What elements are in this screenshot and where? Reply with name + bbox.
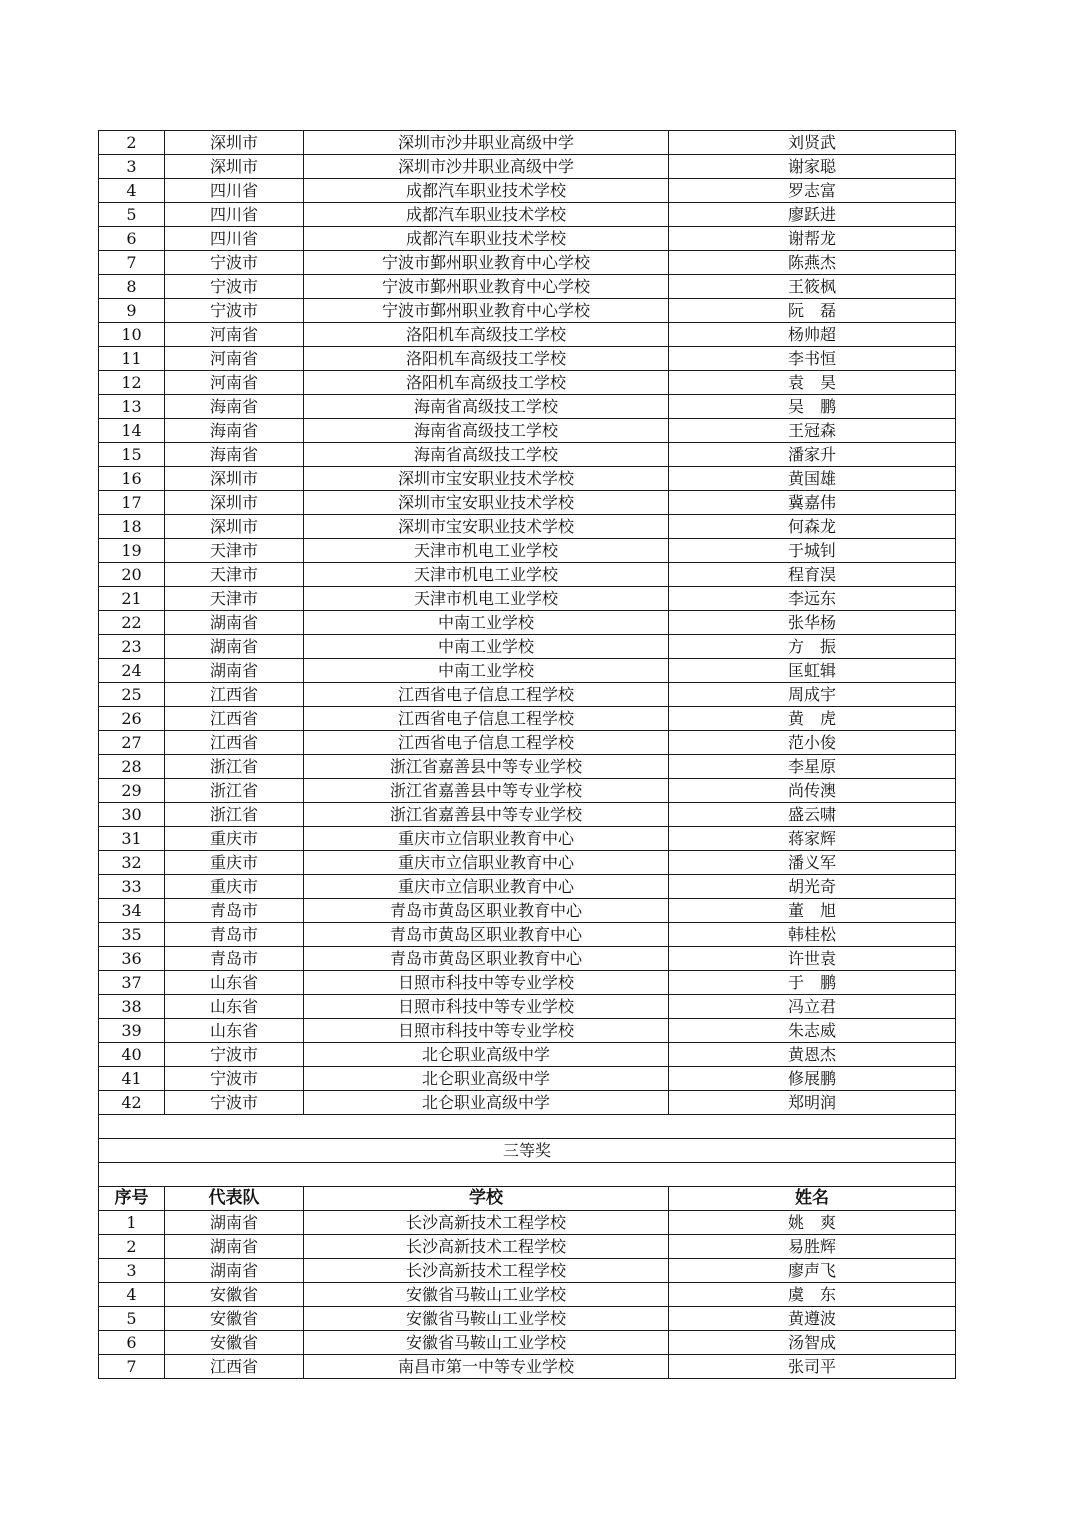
cell-no: 30 <box>99 803 165 827</box>
cell-team: 深圳市 <box>165 515 304 539</box>
table-row <box>99 659 956 683</box>
cell-team: 湖南省 <box>165 659 304 683</box>
cell-school: 江西省电子信息工程学校 <box>304 683 669 707</box>
cell-team: 湖南省 <box>165 1259 304 1283</box>
cell-school: 宁波市鄞州职业教育中心学校 <box>304 299 669 323</box>
cell-no: 39 <box>99 1019 165 1043</box>
cell-no: 14 <box>99 419 165 443</box>
cell-name: 易胜辉 <box>669 1235 956 1259</box>
cell-no: 11 <box>99 347 165 371</box>
cell-team: 宁波市 <box>165 251 304 275</box>
cell-name: 张司平 <box>669 1355 956 1379</box>
cell-name: 尚传澳 <box>669 779 956 803</box>
cell-name: 冯立君 <box>669 995 956 1019</box>
table-row <box>99 827 956 851</box>
cell-name: 谢帮龙 <box>669 227 956 251</box>
cell-team: 深圳市 <box>165 491 304 515</box>
cell-team: 四川省 <box>165 227 304 251</box>
cell-team: 深圳市 <box>165 155 304 179</box>
cell-school: 浙江省嘉善县中等专业学校 <box>304 803 669 827</box>
cell-school: 长沙高新技术工程学校 <box>304 1235 669 1259</box>
table-row <box>99 1307 956 1331</box>
table-row <box>99 419 956 443</box>
cell-no: 38 <box>99 995 165 1019</box>
cell-no: 8 <box>99 275 165 299</box>
table-row <box>99 1355 956 1379</box>
cell-team: 山东省 <box>165 995 304 1019</box>
cell-no: 31 <box>99 827 165 851</box>
cell-no: 15 <box>99 443 165 467</box>
cell-team: 浙江省 <box>165 779 304 803</box>
cell-school: 中南工业学校 <box>304 635 669 659</box>
cell-name: 韩桂松 <box>669 923 956 947</box>
cell-school: 日照市科技中等专业学校 <box>304 971 669 995</box>
cell-school: 天津市机电工业学校 <box>304 587 669 611</box>
table-row <box>99 1259 956 1283</box>
table-row <box>99 203 956 227</box>
cell-team: 江西省 <box>165 683 304 707</box>
cell-team: 重庆市 <box>165 851 304 875</box>
table-row <box>99 1091 956 1115</box>
cell-no: 19 <box>99 539 165 563</box>
cell-no: 7 <box>99 251 165 275</box>
cell-team: 重庆市 <box>165 827 304 851</box>
cell-team: 浙江省 <box>165 755 304 779</box>
cell-school: 北仑职业高级中学 <box>304 1091 669 1115</box>
cell-no: 3 <box>99 155 165 179</box>
table-row <box>99 323 956 347</box>
second-prize-rows <box>99 131 956 1115</box>
cell-no: 37 <box>99 971 165 995</box>
table-row <box>99 443 956 467</box>
table-row <box>99 779 956 803</box>
header-school: 学校 <box>304 1187 669 1211</box>
cell-no: 42 <box>99 1091 165 1115</box>
cell-team: 天津市 <box>165 539 304 563</box>
cell-no: 1 <box>99 1211 165 1235</box>
cell-school: 安徽省马鞍山工业学校 <box>304 1331 669 1355</box>
cell-team: 天津市 <box>165 587 304 611</box>
cell-name: 吴 鹏 <box>669 395 956 419</box>
table-row <box>99 539 956 563</box>
cell-no: 22 <box>99 611 165 635</box>
table-row <box>99 851 956 875</box>
table-row <box>99 683 956 707</box>
cell-name: 潘家升 <box>669 443 956 467</box>
cell-school: 重庆市立信职业教育中心 <box>304 827 669 851</box>
cell-name: 阮 磊 <box>669 299 956 323</box>
cell-school: 天津市机电工业学校 <box>304 539 669 563</box>
cell-no: 36 <box>99 947 165 971</box>
cell-school: 洛阳机车高级技工学校 <box>304 323 669 347</box>
cell-school: 日照市科技中等专业学校 <box>304 1019 669 1043</box>
cell-no: 33 <box>99 875 165 899</box>
table-row <box>99 227 956 251</box>
table-row <box>99 995 956 1019</box>
cell-team: 海南省 <box>165 419 304 443</box>
table-row <box>99 299 956 323</box>
cell-no: 16 <box>99 467 165 491</box>
table-row <box>99 707 956 731</box>
cell-school: 南昌市第一中等专业学校 <box>304 1355 669 1379</box>
cell-team: 河南省 <box>165 347 304 371</box>
cell-school: 深圳市沙井职业高级中学 <box>304 131 669 155</box>
cell-name: 罗志富 <box>669 179 956 203</box>
cell-team: 重庆市 <box>165 875 304 899</box>
cell-school: 江西省电子信息工程学校 <box>304 707 669 731</box>
cell-team: 安徽省 <box>165 1307 304 1331</box>
cell-team: 宁波市 <box>165 1043 304 1067</box>
cell-no: 29 <box>99 779 165 803</box>
cell-school: 中南工业学校 <box>304 611 669 635</box>
cell-school: 成都汽车职业技术学校 <box>304 227 669 251</box>
header-no: 序号 <box>99 1187 165 1211</box>
cell-name: 修展鹏 <box>669 1067 956 1091</box>
cell-name: 袁 昊 <box>669 371 956 395</box>
cell-school: 宁波市鄞州职业教育中心学校 <box>304 275 669 299</box>
table-row <box>99 347 956 371</box>
table-row <box>99 1019 956 1043</box>
table-row <box>99 395 956 419</box>
cell-no: 24 <box>99 659 165 683</box>
cell-school: 青岛市黄岛区职业教育中心 <box>304 947 669 971</box>
cell-name: 冀嘉伟 <box>669 491 956 515</box>
cell-name: 王冠森 <box>669 419 956 443</box>
cell-team: 河南省 <box>165 371 304 395</box>
cell-no: 2 <box>99 131 165 155</box>
cell-school: 深圳市宝安职业技术学校 <box>304 467 669 491</box>
cell-no: 3 <box>99 1259 165 1283</box>
cell-team: 深圳市 <box>165 131 304 155</box>
cell-team: 江西省 <box>165 707 304 731</box>
cell-no: 28 <box>99 755 165 779</box>
cell-school: 日照市科技中等专业学校 <box>304 995 669 1019</box>
cell-no: 35 <box>99 923 165 947</box>
cell-no: 6 <box>99 1331 165 1355</box>
cell-school: 洛阳机车高级技工学校 <box>304 347 669 371</box>
cell-team: 安徽省 <box>165 1283 304 1307</box>
cell-no: 17 <box>99 491 165 515</box>
cell-team: 湖南省 <box>165 611 304 635</box>
cell-team: 宁波市 <box>165 299 304 323</box>
cell-school: 浙江省嘉善县中等专业学校 <box>304 779 669 803</box>
cell-school: 海南省高级技工学校 <box>304 443 669 467</box>
cell-name: 姚 爽 <box>669 1211 956 1235</box>
cell-school: 深圳市宝安职业技术学校 <box>304 515 669 539</box>
cell-no: 4 <box>99 179 165 203</box>
cell-name: 盛云啸 <box>669 803 956 827</box>
cell-team: 深圳市 <box>165 467 304 491</box>
cell-name: 何森龙 <box>669 515 956 539</box>
table-row <box>99 947 956 971</box>
cell-team: 青岛市 <box>165 899 304 923</box>
cell-school: 重庆市立信职业教育中心 <box>304 851 669 875</box>
table-row <box>99 131 956 155</box>
cell-name: 黄恩杰 <box>669 1043 956 1067</box>
cell-no: 13 <box>99 395 165 419</box>
table-row <box>99 467 956 491</box>
cell-team: 四川省 <box>165 203 304 227</box>
cell-name: 陈燕杰 <box>669 251 956 275</box>
table-row <box>99 635 956 659</box>
cell-name: 蒋家辉 <box>669 827 956 851</box>
cell-name: 谢家聪 <box>669 155 956 179</box>
cell-school: 北仑职业高级中学 <box>304 1043 669 1067</box>
table-row <box>99 371 956 395</box>
cell-school: 深圳市沙井职业高级中学 <box>304 155 669 179</box>
cell-name: 李星原 <box>669 755 956 779</box>
cell-name: 李书恒 <box>669 347 956 371</box>
cell-name: 汤智成 <box>669 1331 956 1355</box>
cell-no: 12 <box>99 371 165 395</box>
table-row <box>99 155 956 179</box>
cell-team: 江西省 <box>165 731 304 755</box>
table-row <box>99 971 956 995</box>
cell-no: 27 <box>99 731 165 755</box>
cell-team: 海南省 <box>165 395 304 419</box>
cell-name: 于城钊 <box>669 539 956 563</box>
cell-school: 海南省高级技工学校 <box>304 395 669 419</box>
blank-row <box>99 1115 956 1139</box>
cell-no: 40 <box>99 1043 165 1067</box>
cell-team: 山东省 <box>165 971 304 995</box>
cell-no: 41 <box>99 1067 165 1091</box>
cell-name: 黄 虎 <box>669 707 956 731</box>
cell-school: 成都汽车职业技术学校 <box>304 179 669 203</box>
cell-no: 6 <box>99 227 165 251</box>
cell-team: 青岛市 <box>165 947 304 971</box>
cell-team: 宁波市 <box>165 275 304 299</box>
blank-row <box>99 1163 956 1187</box>
cell-team: 江西省 <box>165 1355 304 1379</box>
cell-name: 程育淏 <box>669 563 956 587</box>
cell-name: 刘贤武 <box>669 131 956 155</box>
table-row <box>99 1331 956 1355</box>
cell-team: 湖南省 <box>165 1235 304 1259</box>
table-row <box>99 563 956 587</box>
cell-name: 廖跃进 <box>669 203 956 227</box>
cell-no: 23 <box>99 635 165 659</box>
cell-no: 4 <box>99 1283 165 1307</box>
cell-no: 34 <box>99 899 165 923</box>
cell-school: 北仑职业高级中学 <box>304 1067 669 1091</box>
cell-team: 宁波市 <box>165 1067 304 1091</box>
table-row <box>99 731 956 755</box>
cell-school: 重庆市立信职业教育中心 <box>304 875 669 899</box>
table-row <box>99 611 956 635</box>
cell-team: 湖南省 <box>165 1211 304 1235</box>
cell-school: 成都汽车职业技术学校 <box>304 203 669 227</box>
cell-name: 郑明润 <box>669 1091 956 1115</box>
cell-school: 中南工业学校 <box>304 659 669 683</box>
table-row <box>99 1043 956 1067</box>
cell-school: 长沙高新技术工程学校 <box>304 1259 669 1283</box>
table-row <box>99 755 956 779</box>
cell-school: 安徽省马鞍山工业学校 <box>304 1283 669 1307</box>
cell-no: 7 <box>99 1355 165 1379</box>
cell-team: 宁波市 <box>165 1091 304 1115</box>
cell-no: 32 <box>99 851 165 875</box>
cell-name: 胡光奇 <box>669 875 956 899</box>
cell-no: 5 <box>99 1307 165 1331</box>
table-row <box>99 515 956 539</box>
cell-team: 山东省 <box>165 1019 304 1043</box>
cell-school: 天津市机电工业学校 <box>304 563 669 587</box>
cell-name: 董 旭 <box>669 899 956 923</box>
cell-no: 5 <box>99 203 165 227</box>
header-name: 姓名 <box>669 1187 956 1211</box>
table-row <box>99 179 956 203</box>
cell-team: 天津市 <box>165 563 304 587</box>
table-row <box>99 1283 956 1307</box>
table-header-row <box>99 1187 956 1211</box>
cell-name: 匡虹辑 <box>669 659 956 683</box>
cell-name: 潘义军 <box>669 851 956 875</box>
cell-school: 宁波市鄞州职业教育中心学校 <box>304 251 669 275</box>
cell-name: 廖声飞 <box>669 1259 956 1283</box>
third-prize-rows <box>99 1211 956 1379</box>
table-row <box>99 1211 956 1235</box>
cell-name: 方 振 <box>669 635 956 659</box>
cell-name: 李远东 <box>669 587 956 611</box>
cell-no: 20 <box>99 563 165 587</box>
section-title-row <box>99 1139 956 1163</box>
cell-school: 海南省高级技工学校 <box>304 419 669 443</box>
cell-school: 浙江省嘉善县中等专业学校 <box>304 755 669 779</box>
table-row <box>99 899 956 923</box>
cell-no: 2 <box>99 1235 165 1259</box>
cell-no: 26 <box>99 707 165 731</box>
table-row <box>99 491 956 515</box>
cell-school: 长沙高新技术工程学校 <box>304 1211 669 1235</box>
cell-name: 虞 东 <box>669 1283 956 1307</box>
table-row <box>99 875 956 899</box>
cell-no: 9 <box>99 299 165 323</box>
cell-name: 朱志威 <box>669 1019 956 1043</box>
cell-team: 浙江省 <box>165 803 304 827</box>
cell-name: 黄国雄 <box>669 467 956 491</box>
cell-no: 25 <box>99 683 165 707</box>
section-title: 三等奖 <box>99 1139 956 1163</box>
table-row <box>99 923 956 947</box>
cell-name: 许世袁 <box>669 947 956 971</box>
table-row <box>99 1067 956 1091</box>
cell-team: 安徽省 <box>165 1331 304 1355</box>
table-row <box>99 1235 956 1259</box>
cell-name: 范小俊 <box>669 731 956 755</box>
cell-name: 周成宇 <box>669 683 956 707</box>
cell-name: 杨帅超 <box>669 323 956 347</box>
cell-team: 四川省 <box>165 179 304 203</box>
cell-name: 于 鹏 <box>669 971 956 995</box>
cell-school: 洛阳机车高级技工学校 <box>304 371 669 395</box>
table-row <box>99 587 956 611</box>
cell-name: 黄遵波 <box>669 1307 956 1331</box>
cell-school: 深圳市宝安职业技术学校 <box>304 491 669 515</box>
cell-team: 青岛市 <box>165 923 304 947</box>
table-row <box>99 251 956 275</box>
cell-no: 18 <box>99 515 165 539</box>
cell-no: 10 <box>99 323 165 347</box>
cell-school: 青岛市黄岛区职业教育中心 <box>304 923 669 947</box>
cell-no: 21 <box>99 587 165 611</box>
cell-school: 安徽省马鞍山工业学校 <box>304 1307 669 1331</box>
table-row <box>99 803 956 827</box>
cell-school: 江西省电子信息工程学校 <box>304 731 669 755</box>
cell-name: 王筱枫 <box>669 275 956 299</box>
header-team: 代表队 <box>165 1187 304 1211</box>
cell-team: 海南省 <box>165 443 304 467</box>
cell-team: 湖南省 <box>165 635 304 659</box>
cell-name: 张华杨 <box>669 611 956 635</box>
award-table <box>98 130 956 1379</box>
cell-school: 青岛市黄岛区职业教育中心 <box>304 899 669 923</box>
cell-team: 河南省 <box>165 323 304 347</box>
third-prize-section <box>99 1115 956 1211</box>
table-row <box>99 275 956 299</box>
